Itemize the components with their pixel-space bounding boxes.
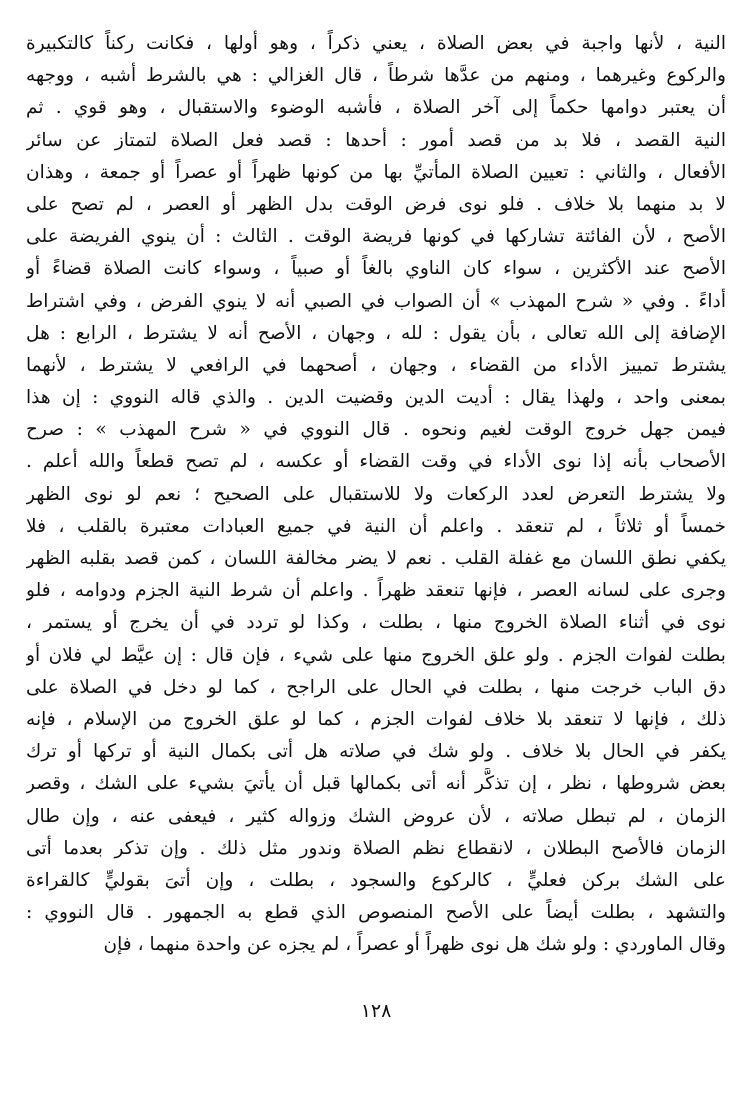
page-number: ١٢٨	[360, 1000, 392, 1022]
text-line: الأفعال ، والثاني : تعيين الصلاة المأتيِّ بها من كونها ظهراً أو عصراً أو جمعة ، وهذان	[26, 161, 726, 183]
text-line: الأصح عند الأكثرين ، سواء كان الناوي بالغاً أو صبياً ، وسواء كانت الصلاة قضاءً أو	[26, 258, 726, 280]
text-line: يشترط تمييز الأداء من القضاء ، وجهان ، أصحهما في الرافعي لا يشترط ، لأنهما	[26, 354, 726, 376]
text-line: بطلت لفوات الجزم . ولو علق الخروج منها على شيء ، فإن قال : إن عيَّط لي فلان أو	[26, 644, 726, 666]
text-line: الأصحاب بأنه إذا نوى الأداء في وقت القضاء أو عكسه ، لم تصح قطعاً والله أعلم .	[26, 451, 726, 473]
text-line: وقال الماوردي : ولو شك هل نوى ظهراً أو عصراً ، لم يجزه عن واحدة منهما ، فإن	[103, 934, 726, 956]
text-line: يكفي نطق اللسان مع غفلة القلب . نعم لا يضر مخالفة اللسان ، كمن قصد بقلبه الظهر	[26, 548, 726, 569]
text-line: الزمان فالأصح البطلان ، لانقطاع نظم الصلاة وندور مثل ذلك . وإن تذكر بعدما أتى	[26, 837, 726, 859]
text-line: ذلك ، فإنها لا تنعقد بلا خلاف لفوات الجزم ، كما لو علق الخروج من الإسلام ، فإنه	[26, 708, 726, 730]
text-line: الأصح ، لأن الفائتة تشاركها في كونها فريضة الوقت . الثالث : أن ينوي الفريضة على	[26, 226, 726, 248]
text-line: على الشك بركن فعليٍّ ، كالركوع والسجود ، بطلت ، وإن أتىَ بقوليٍّ كالقراءة	[26, 869, 726, 891]
text-line: بمعنى واحد ، ولهذا يقال : أديت الدين وقضيت الدين . والذي قاله النووي : إن هذا	[26, 387, 726, 409]
text-line: والتشهد ، بطلت أيضاً على الأصح المنصوص الذي قطع به الجمهور . قال النووي :	[26, 902, 726, 924]
text-line: والركوع وغيرهما ، ومنهم من عدَّها شرطاً ، قال الغزالي : هي بالشرط أشبه ، ووجهه	[26, 65, 726, 87]
page-body	[26, 28, 726, 961]
text-line: أن يعتبر دوامها حكماً إلى آخر الصلاة ، فأشبه الوضوء والاستقبال ، وهو قوي . ثم	[26, 97, 726, 119]
text-line: الإضافة إلى الله تعالى ، بأن يقول : لله ، وجهان ، الأصح أنه لا يشترط ، الرابع : هل	[26, 322, 726, 344]
text-line: النية القصد ، فلا بد من قصد أمور : أحدها : قصد فعل الصلاة لتمتاز عن سائر	[26, 129, 726, 151]
text-line: الزمان ، لم تبطل صلاته ، لأن عروض الشك وزواله كثير ، فيعفى عنه ، وإن طال	[26, 805, 726, 827]
text-line: أداءً . وفي « شرح المهذب » أن الصواب في الصبي أنه لا ينوي الفرض ، وفي اشتراط	[26, 290, 726, 312]
text-line: ولا يشترط التعرض لعدد الركعات ولا للاستقبال على الصحيح ؛ نعم لو نوى الظهر	[26, 483, 726, 505]
text-line: لا بد منهما بلا خلاف . فلو نوى فرض الوقت بدل الظهر أو العصر ، لم تصح على	[26, 193, 726, 215]
text-line: نوى في أثناء الصلاة الخروج منها ، بطلت ، وكذا لو تردد في أن يخرج أو يستمر ،	[26, 612, 726, 634]
text-line: بعض شروطها ، نظر ، إن تذكَّر أنه أتى بكمالها قبل أن يأتيَ بشيء على الشك ، وقصر	[26, 773, 726, 795]
text-line: يكفر في الحال بلا خلاف . ولو شك في صلاته هل أتى بكمال النية أو تركها أو ترك	[26, 741, 726, 763]
text-line: دق الباب خرجت منها ، بطلت في الحال على الراجح ، كما لو دخل في الصلاة على	[26, 676, 726, 698]
text-line: خمساً أو ثلاثاً ، لم تنعقد . واعلم أن النية في جميع العبادات معتبرة بالقلب ، فلا	[26, 515, 726, 537]
text-line: النية ، لأنها واجبة في بعض الصلاة ، يعني ذكراً ، وهو أولها ، فكانت ركناً كالتكبيرة	[26, 33, 726, 54]
text-line: وجرى على لسانه العصر ، فإنها تنعقد ظهراً . واعلم أن شرط النية الجزم ودوامه ، فلو	[26, 580, 726, 602]
text-line: فيمن جهل خروج الوقت لغيم ونحوه . قال النووي في « شرح المهذب » : صرح	[26, 419, 726, 441]
